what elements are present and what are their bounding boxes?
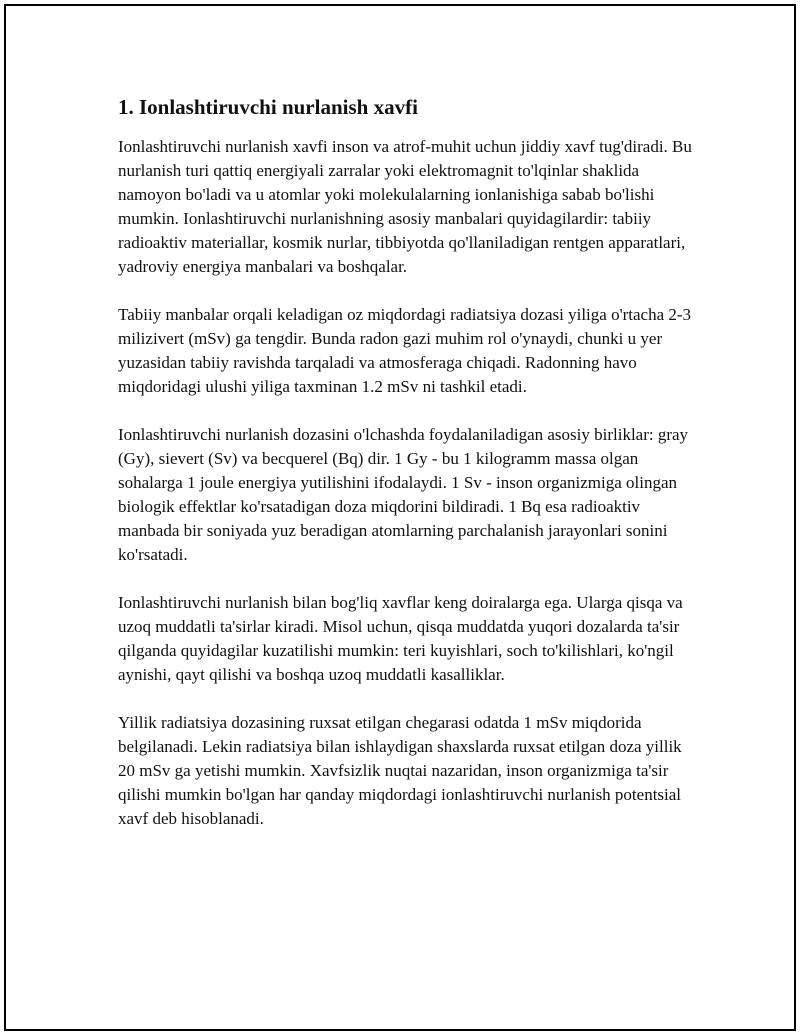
- paragraph-4: Ionlashtiruvchi nurlanish bilan bog'liq xavflar keng doiralarga ega. Ularga qisqa va uzoq muddatli ta'sirlar kiradi. Misol uchun, qisqa muddatda yuqori dozalarda ta'sir qilganda quyidagilar kuzatilishi mumkin: teri kuyishlari, soch to'kilishlari, ko'ngil aynishi, qayt qilishi va boshqa uzoq muddatli kasalliklar.: [118, 593, 683, 684]
- paragraph-3: Ionlashtiruvchi nurlanish dozasini o'lchashda foydalaniladigan asosiy birliklar: gray (Gy), sievert (Sv) va becquerel (Bq) dir. 1 Gy - bu 1 kilogramm massa olgan sohalarga 1 joule energiya yutilishini ifodalaydi. 1 Sv - inson organizmiga olingan biologik effektlar ko'rsatadigan doza miqdorini bildiradi. 1 Bq esa radioaktiv manbada bir soniyada yuz beradigan atomlarning parchalanish jarayonlari sonini ko'rsatadi.: [118, 425, 689, 564]
- paragraph-2: Tabiiy manbalar orqali keladigan oz miqdordagi radiatsiya dozasi yiliga o'rtacha 2-3 milizivert (mSv) ga tengdir. Bunda radon gazi muhim rol o'ynaydi, chunki u yer yuzasidan tabiiy ravishda tarqaladi va atmosferaga chiqadi. Radonning havo miqdoridagi ulushi yiliga taxminan 1.2 mSv ni tashkil etadi.: [118, 305, 692, 396]
- paragraph-5: Yillik radiatsiya dozasining ruxsat etilgan chegarasi odatda 1 mSv miqdorida belgilanadi. Lekin radiatsiya bilan ishlaydigan shaxslarda ruxsat etilgan doza yillik 20 mSv ga yetishi mumkin. Xavfsizlik nuqtai nazaridan, inson organizmiga ta'sir qilishi mumkin bo'lgan har qanday miqdordagi ionlashtiruvchi nurlanish potentsial xavf deb hisoblanadi.: [118, 713, 682, 828]
- section-heading: 1. Ionlashtiruvchi nurlanish xavfi: [118, 95, 418, 119]
- paragraph-1: Ionlashtiruvchi nurlanish xavfi inson va atrof-muhit uchun jiddiy xavf tug'diradi. Bu nurlanish turi qattiq energiyali zarralar yoki elektromagnit to'lqinlar shaklida namoyon bo'ladi va u atomlar yoki molekulalarning ionlanishiga sabab bo'lishi mumkin. Ionlashtiruvchi nurlanishning asosiy manbalari quyidagilardir: tabiiy radioaktiv materiallar, kosmik nurlar, tibbiyotda qo'llaniladigan rentgen apparatlari, yadroviy energiya manbalari va boshqalar.: [118, 137, 692, 276]
- document-body: [118, 93, 698, 855]
